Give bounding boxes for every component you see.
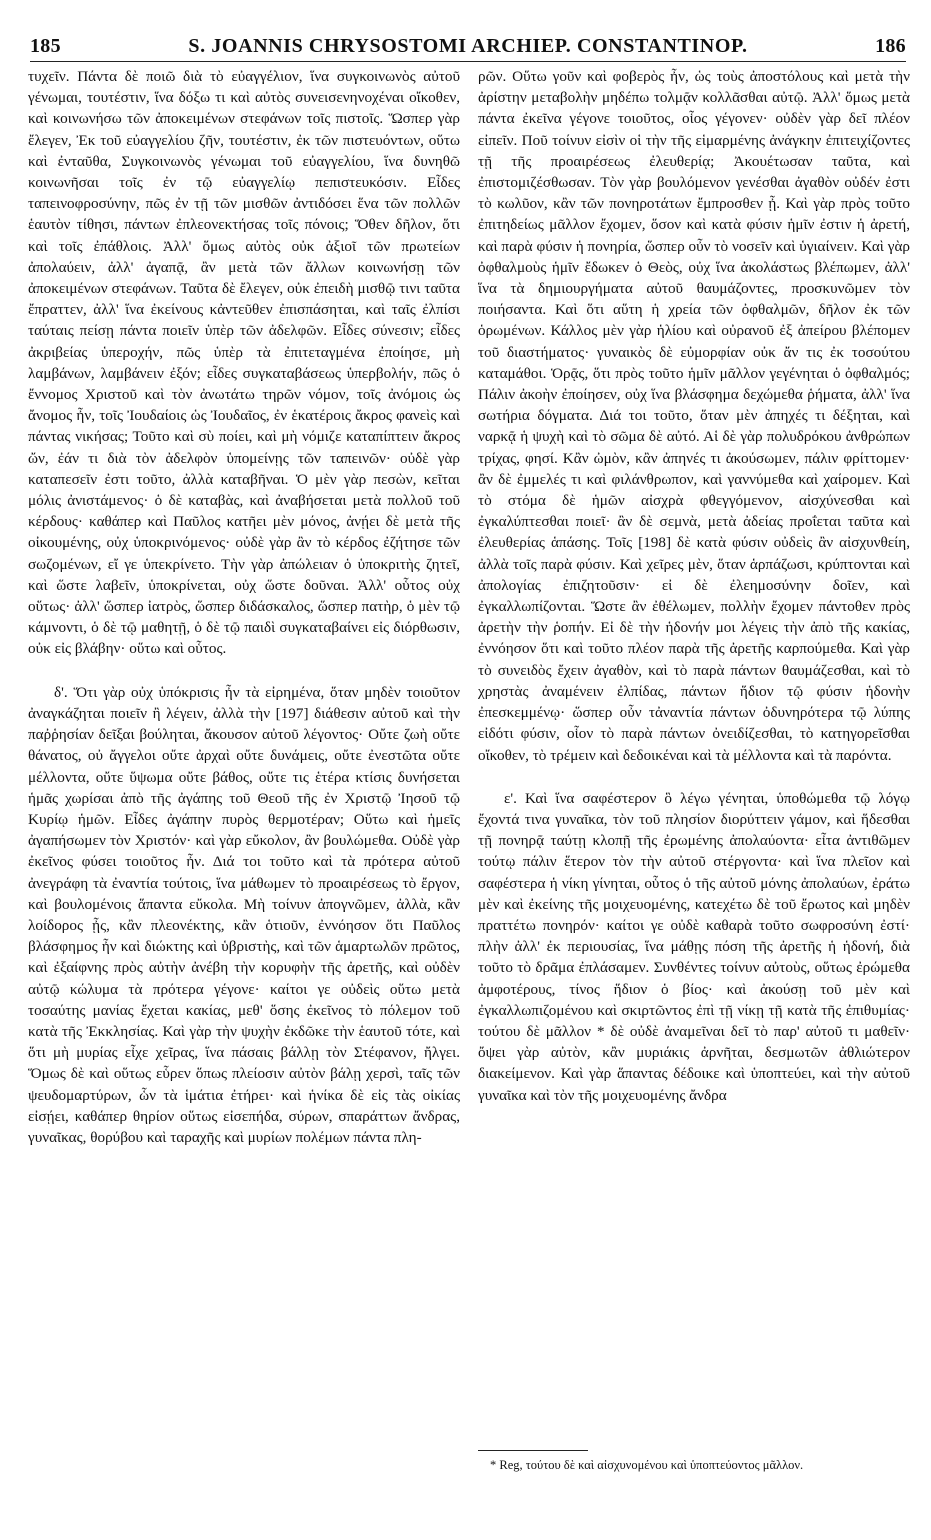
page-number-right: 186 xyxy=(875,35,906,57)
left-column xyxy=(28,66,460,1148)
left-paragraph-1: τυχεῖν. Πάντα δὲ ποιῶ διὰ τὸ εὐαγγέλιον, ἵνα συγκοινωνὸς αὐτοῦ γένωμαι, τουτέστιν, ἵνα δόξω τι καὶ αὐτὸς συνεισενηνοχέναι οἴκοθεν, καὶ κοινωνήσω τῶν ἀποκειμένων στεφάνων τοῖς πιστοῖς. Ὥσπερ γὰρ ἔλεγεν, Ἐκ τοῦ εὐαγγελίου ζῆν, τουτέστιν, ἐκ τῶν πιστευόντων, οὕτω καὶ ἐνταῦθα, Συγκοινωνὸς γένωμαι τοῦ εὐαγγελίου, ἵνα δυνηθῶ κοινωνῆσαι τοῖς ἐν τῷ εὐαγγελίῳ πεπιστευκόσιν. Εἶδες ταπεινοφροσύνην, πῶς ἐν τῇ τῶν μισθῶν ἀντιδόσει ἕνα τῶν πολλῶν ἑαυτὸν τίθησι, πάντων ἐπλεονεκτήσας τοῖς πόνοις; Ὅθεν δῆλον, ὅτι καὶ τοῖς ἐπάθλοις. Ἀλλ' ὅμως αὐτὸς οὐκ ἀξιοῖ τῶν πρωτείων ἀπολαύειν, ἀλλ' ἀγαπᾷ, ἂν μετὰ τῶν ἄλλων κοινωνήσῃ τῶν ἀποκειμένων στεφάνων. Ταῦτα δὲ ἔλεγεν, οὐκ ἐπειδὴ μισθῷ τινι ταῦτα ἔπραττεν, ἀλλ' ἵνα ἐκείνους κἀντεῦθεν ἐπισπάσηται, καὶ ταῖς ἐλπίσι ταύταις πείσῃ πάντα ποιεῖν ὑπὲρ τῶν ἀδελφῶν. Εἶδες σύνεσιν; εἶδες ἀκριβείας ὑπεροχήν, πῶς ὑπὲρ τὰ ἐπιτεταγμένα ἐποίησε, μὴ λαμβάνων, λαμβάνειν ἐξόν; εἶδες συγκαταβάσεως ὑπερβολήν, πῶς ὁ ἔννομος Χριστοῦ καὶ τὸν ἀνωτάτω τηρῶν νόμον, τοῖς ἀνόμοις ὡς ἄνομος ἦν, τοῖς Ἰουδαίοις ὡς Ἰουδαῖος, ἐν ἑκατέροις ἄκρος φανεὶς καὶ πάντας νικήσας; Τοῦτο καὶ σὺ ποίει, καὶ μὴ νόμιζε καταπίπτειν ἄκρος ὤν, ἐάν τι διὰ τὸν ἀδελφὸν ὑπομείνῃς τῶν ταπεινῶν· οὐδὲ γὰρ καταπεσεῖν ἐστι τοῦτο, ἀλλὰ καταβῆναι. Ὁ μὲν γὰρ πεσὼν, κεῖται μόλις ἀνιστάμενος· ὁ δὲ καταβὰς, καὶ ἀναβήσεται μετὰ πολλοῦ τοῦ κέρδους· καθάπερ καὶ Παῦλος κατῆει μὲν μόνος, ἀνῄει δὲ μετὰ τῆς οἰκουμένης, οὐχ ὑποκρινόμενος· οὐδὲ γὰρ ἂν τὸ κέρδος ἐζήτησε τῶν σωζομένων, εἴ γε ὑπεκρίνετο. Τὴν γὰρ ἀπώλειαν ὁ ὑποκριτὴς ζητεῖ, καὶ ὥστε λαβεῖν, ὑποκρίνεται, οὐχ ὥστε δοῦναι. Ἀλλ' οὗτος οὐχ οὕτως· ἀλλ' ὥσπερ ἰατρὸς, ὥσπερ διδάσκαλος, ὥσπερ πατὴρ, ὁ μὲν τῷ κάμνοντι, ὁ δὲ τῷ μαθητῇ, ὁ δὲ τῷ παιδὶ συγκαταβαίνει εἰς διόρθωσιν, οὐκ εἰς βλάβην· οὕτω καὶ οὗτος. xyxy=(28,68,460,658)
right-paragraph-1: ρῶν. Οὕτω γοῦν καὶ φοβερὸς ἦν, ὡς τοὺς ἀποστόλους καὶ μετὰ τὴν ἀρίστην μεταβολὴν μηδέπω τολμᾷν κολλᾶσθαι αὐτῷ. Ἀλλ' ὅμως μετὰ πάντα ἐκεῖνα γέγονε τοιοῦτος, οἷος γέγονεν· οὐδὲν γὰρ δεῖ πλέον εἰπεῖν. Ποῦ τοίνυν εἰσὶν οἱ τὴν τῆς εἱμαρμένης ἀνάγκην ἐπιτειχίζοντες τῇ τῆς προαιρέσεως ἐλευθερίᾳ; Ἀκουέτωσαν ταῦτα, καὶ ἐπιστομιζέσθωσαν. Τὸν γὰρ βουλόμενον γενέσθαι ἀγαθὸν οὐδέν ἐστι τὸ κωλῦον, κἂν τῶν πονηροτάτων ἔμπροσθεν ᾖ. Καὶ γὰρ πρὸς τοῦτο ἐπιτηδείως μᾶλλον ἔχομεν, ὅσον καὶ κατὰ φύσιν ἡμῖν ἐστιν ἡ ἀρετή, καὶ παρὰ φύσιν ἡ πονηρία, ὥσπερ οὖν τὸ νοσεῖν καὶ ὑγιαίνειν. Καὶ γὰρ ὀφθαλμοὺς ἡμῖν ἔδωκεν ὁ Θεὸς, οὐχ ἵνα ἀκολάστως βλέπωμεν, ἀλλ' ἵνα τὰ δημιουργήματα αὐτοῦ θαυμάζοντες, προσκυνῶμεν τὸν ποιήσαντα. Καὶ ὅτι αὕτη ἡ χρεία τῶν ὀφθαλμῶν, δῆλον ἐκ τῶν ὁρωμένων. Κάλλος μὲν γὰρ ἡλίου καὶ οὐρανοῦ ἐξ ἀπείρου βλέπομεν τοῦ διαστήματος· γυναικὸς δὲ εὐμορφίαν οὐκ ἄν τις ἐκ τοσούτου καταμάθοι. Ὁρᾷς, ὅτι πρὸς τοῦτο ἡμῖν μᾶλλον γεγένηται ὁ ὀφθαλμός; Πάλιν ἀκοὴν ἐποίησεν, οὐχ ἵνα βλάσφημα δεχώμεθα ῥήματα, ἀλλ' ἵνα σωτήρια δόγματα. Διά τοι τοῦτο, ὅταν μὲν ἀπηχές τι δέξηται, καὶ ναρκᾷ ἡ ψυχὴ καὶ τὸ σῶμα δὲ αὐτό. Αἱ δὲ γὰρ πολυδρόκου ἀνθρώπων τρίχας, φησί. Κἂν ὠμὸν, κἂν ἀπηνές τι ἀκούσωμεν, πάλιν φρίττομεν· ἂν δὲ ἐμμελές τι καὶ φιλάνθρωπον, καὶ γαννύμεθα καὶ χαίρομεν. Καὶ τὸ στόμα δὲ ἡμῶν αἰσχρὰ φθεγγόμενον, αἰσχύνεσθαι καὶ ἐγκαλύπτεσθαι ποιεῖ· ἂν δὲ σεμνὰ, μετὰ ἀδείας προΐεται ταῦτα καὶ ἐλευθερίας ἁπάσης. Τοῖς [198] δὲ κατὰ φύσιν οὐδεὶς ἂν αἰσχυνθείη, ἀλλὰ τοῖς παρὰ φύσιν. Καὶ χεῖρες μὲν, ὅταν ἁρπάζωσι, κρύπτονται καὶ ἀπολογίας ἐπιζητοῦσιν· εἰ δὲ ἐλεημοσύνην δοῖεν, καὶ ἐγκαλλωπίζονται. Ὥστε ἂν ἐθέλωμεν, πολλὴν ἔχομεν πάντοθεν πρὸς ἀρετὴν τὴν ῥοπήν. Εἰ δὲ τὴν ἡδονήν μοι λέγεις τὴν ἀπὸ τῆς κακίας, ἐννόησον ὅτι καὶ τοῦτο πλέον παρὰ τῆς ἀρετῆς καρπούμεθα. Καὶ γὰρ τὸ συνειδὸς ἔχειν ἀγαθὸν, καὶ τὸ παρὰ πάντων θαυμάζεσθαι, καὶ τὸ χρηστὰς ἀναμένειν ἐλπίδας, πάντων ἥδιον τῷ φύσιν ἡδονὴν ἐπεσκεμμένῳ· ὥσπερ οὖν τἀναντία πάντων ὀδυνηρότερα τῷ λύπης εἰδότι φύσιν, οἷον τὸ παρὰ πάντων ὀνειδίζεσθαι, τὸ κατηγορεῖσθαι οἴκοθεν, τὸ τρέμειν καὶ δεδοικέναι καὶ τὰ μέλλοντα καὶ τὰ παρόντα. xyxy=(478,68,910,764)
footnote: * Reg, τούτου δὲ καὶ αἰσχυνομένου καὶ ὑποπτεύοντος μᾶλλον. xyxy=(490,1458,804,1472)
running-header xyxy=(30,30,906,62)
running-title: S. JOANNIS CHRYSOSTOMI ARCHIEP. CONSTANTINOP. xyxy=(188,35,748,57)
right-paragraph-2-section-5: ε'. Καὶ ἵνα σαφέστερον ὃ λέγω γένηται, ὑποθώμεθα τῷ λόγῳ ἔχοντά τινα γυναῖκα, τὸν τοῦ πλησίον διορύττειν γάμον, καὶ ἥδεσθαι τῇ πονηρᾷ ταύτῃ κλοπῇ τῆς ἐρωμένης ἀπολαύοντα· εἶτα ἀντιθῶμεν τούτῳ πάλιν ἕτερον τὸν τὴν αὐτοῦ στέργοντα· καὶ ἵνα πλεῖον καὶ σαφέστερα ἡ νίκη γίνηται, οὗτος ὁ τῆς αὐτοῦ μόνης ἀπολαύων, ἐράτω μὲν καὶ ἐκείνης τῆς μοιχευομένης, κατεχέτω δὲ τοῦ ἔρωτος καὶ μηδὲν πραττέτω πονηρόν· καίτοι γε οὐδὲ καθαρὰ τοῦτο σωφροσύνη ἐστί· πλὴν ἀλλ' ἐκ περιουσίας, ἵνα μάθῃς πόση τῆς ἀρετῆς ἡ ἡδονή, διὰ τοῦτο τὸ δρᾶμα ἐπλάσαμεν. Συνθέντες τοίνυν αὐτοὺς, οὕτως ἐρώμεθα ἀμφοτέρους, τίνος ἥδιον ὁ βίος· καὶ ἀκούσῃ τοῦ μὲν καὶ ἐγκαλλωπιζομένου καὶ σκιρτῶντος ἐπὶ τῇ νίκῃ τῇ κατὰ τῆς ἐπιθυμίας· τούτου δὲ μᾶλλον * δὲ οὐδὲ ἀναμεῖναι δεῖ τὸ παρ' αὐτοῦ τι μαθεῖν· ὄψει γὰρ αὐτὸν, κἂν μυριάκις ἀρνῆται, δεσμωτῶν ἀθλιώτερον διακείμενον. Καὶ γὰρ ἅπαντας δέδοικε καὶ ὑποπτεύει, καὶ τὴν αὐτοῦ γυναῖκα καὶ τὸν τῆς μοιχευομένης ἄνδρα xyxy=(478,789,910,1104)
left-paragraph-2-section-4: δ'. Ὅτι γὰρ οὐχ ὑπόκρισις ἦν τὰ εἰρημένα, ὅταν μηδὲν τοιοῦτον ἀναγκάζηται ποιεῖν ἢ λέγειν, ἀλλὰ τὴν [197] διάθεσιν αὐτοῦ καὶ τὴν παῤῥησίαν δεῖξαι βούληται, ἄκουσον αὐτοῦ λέγοντος· Οὔτε ζωὴ οὔτε θάνατος, οὐ ἄγγελοι οὔτε ἀρχαὶ οὔτε δυνάμεις, οὔτε ἐνεστῶτα οὔτε μέλλοντα, οὔτε ὕψωμα οὔτε βάθος, οὔτε τις ἑτέρα κτίσις δυνήσεται ἡμᾶς χωρίσαι ἀπὸ τῆς ἀγάπης τοῦ Θεοῦ τῆς ἐν Χριστῷ Ἰησοῦ τῷ Κυρίῳ ἡμῶν. Εἶδες ἀγάπην πυρὸς θερμοτέραν; Οὕτω καὶ ἡμεῖς ἀγαπήσωμεν τὸν Χριστόν· καὶ γὰρ εὔκολον, ἂν βουλώμεθα. Οὐδὲ γὰρ ἐκεῖνος φύσει τοιοῦτος ἦν. Διά τοι τοῦτο καὶ τὰ πρότερα αὐτοῦ ἀνεγράφη τὰ ἐναντία τούτοις, ἵνα μάθωμεν τὸ προαιρέσεως τὸ ἔργον, καὶ βουλομένοις ἅπαντα εὔκολα. Μὴ τοίνυν ἀπογνῶμεν, ἀλλὰ, κἂν λοίδορος ᾖς, κἂν πλεονέκτης, κἂν ὁτιοῦν, ἐννόησον ὅτι Παῦλος βλάσφημος ἦν καὶ διώκτης καὶ ὑβριστὴς, καὶ τῶν ἁμαρτωλῶν πρῶτος, καὶ ἐξαίφνης πρὸς αὐτὴν ἀνέβη τὴν κορυφὴν τῆς ἀρετῆς, καὶ οὐδὲν αὐτῷ κώλυμα τὰ πρότερα γέγονε· καίτοι γε οὐδεὶς οὕτω μετὰ τοσαύτης μανίας ἔχεται κακίας, μεθ' ὅσης ἐκεῖνος τὸ πόλεμον τοῦ κατὰ τῆς Ἐκκλησίας. Καὶ γὰρ τὴν ψυχὴν ἐκδῶκε τὴν ἑαυτοῦ τότε, καὶ ὅτι μὴ μυρίας εἶχε χεῖρας, ἵνα πάσαις βάλλῃ τὸν Στέφανον, ἤλγει. Ὅμως δὲ καὶ οὕτως εὗρεν ὅπως πλείοσιν αὐτὸν βάλῃ χερσὶ, ταῖς τῶν ψευδομαρτύρων, ὧν τὰ ἱμάτια ἐτήρει· καὶ ἡνίκα δὲ εἰς τὰς οἰκίας εἰσῄει, καθάπερ θηρίον οὕτως εἰσεπήδα, σύρων, σπαράττων ἄνδρας, γυναῖκας, θορύβου καὶ ταραχῆς καὶ μυρίων πολέμων πάντα πλη- xyxy=(28,683,460,1146)
page-number-left: 185 xyxy=(30,35,61,57)
right-column xyxy=(478,66,910,1106)
footnote-divider xyxy=(478,1450,588,1451)
